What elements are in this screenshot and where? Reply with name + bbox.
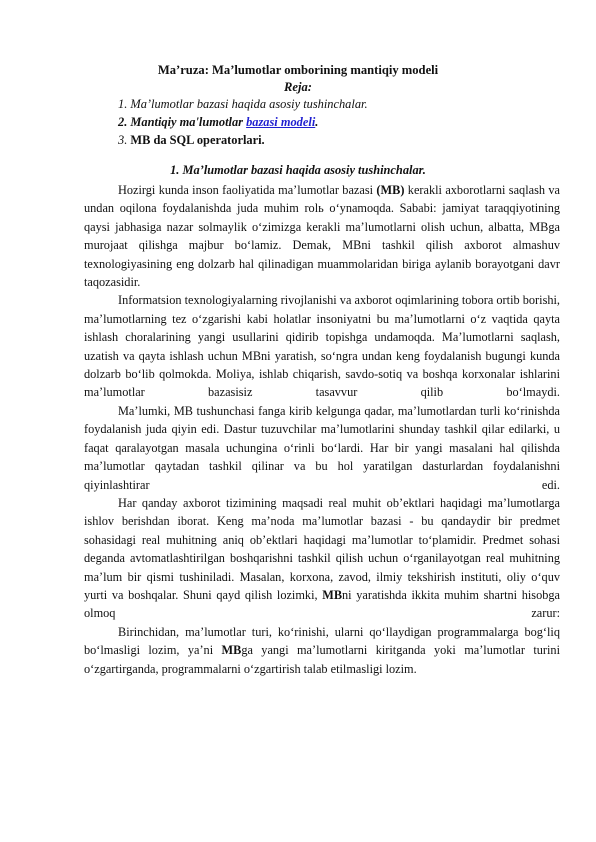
plan-item-number: 1. (118, 97, 128, 111)
section-title: 1. Ma’lumotlar bazasi haqida asosiy tushinchalar. (170, 163, 426, 177)
paragraph (84, 494, 560, 623)
abbreviation-bold: MB (322, 587, 343, 602)
plan-item-text: MB da SQL operatorlari. (130, 133, 265, 147)
paragraph (84, 181, 560, 291)
plan-heading: Reja: (284, 80, 312, 94)
paragraph-text: Hozirgi kunda inson faoliyatida ma’lumotlar bazasi (118, 183, 377, 197)
abbreviation-bold: MB (221, 643, 242, 658)
paragraph (84, 623, 560, 678)
plan-item-text: Ma’lumotlar bazasi haqida asosiy tushinchalar. (130, 97, 368, 111)
paragraph: Ma’lumki, MB tushunchasi fanga kirib kelgunga qadar, ma’lumotlardan turli ko‘rinishda foydalanish juda qiyin edi. Dastur tuzuvchilar ma’lumotlarini shunday tashkil qilar edilarki, u faqat qaralayotgan masala uchungina o‘rinli bo‘lardi. Har bir yangi masalani hal qilishda ma’lumotlar qaytadan tashkil qilinar va bu hol yaratilgan dasturlardan foydalanishni qiyinlashtirar edi. (84, 403, 560, 492)
plan-item-number: 2. (118, 115, 128, 129)
plan-item-text: Mantiqiy ma'lumotlar (130, 115, 247, 129)
plan-item (118, 131, 368, 149)
plan-item (118, 95, 368, 113)
abbreviation-bold: (MB) (376, 183, 405, 197)
body-text (84, 181, 560, 678)
paragraph: Informatsion texnologiyalarning rivojlanishi va axborot oqimlarining tobora ortib borishi, ma’lumotlarning tez o‘zgarishi kabi holatlar insoniyatni bu ma’lumotlarni o‘z vaqtida qayta ishlash choralarining yangi usullarini qidirib topishga undamoqda. Ma’lumotlarni saqlash, uzatish va qayta ishlash uchun MBni yaratish, so‘ngra undan keng foydalanish bugungi kunda dolzarb bo‘lib qolmokda. Moliya, ishlab chiqarish, savdo-sotiq va boshqa korxonalar ishlarini ma’lumotlar bazasisiz tasavvur qilib bo‘lmaydi. (84, 293, 560, 400)
paragraph-text: Har qanday axborot tizimining maqsadi real muhit ob’ektlari haqidagi ma’lumotlarga ishlov berishdan iborat. Keng ma’noda ma’lumotlar bazasi - bu qandaydir bir predmet sohasidagi real muhitning aniq ob’ektlari haqidagi ma’lumotlar to‘plamidir. Predmet sohasi deganda avtomatlashtirilgan boshqarishni tashkil qilish uchun o‘rganilayotgan real muhitning ma’lum bir qismi tushiniladi. Masalan, korxona, zavod, ilmiy tekshirish instituti, oliy o‘quv yurti va boshqalar. Shuni qayd qilish lozimki, (84, 495, 560, 602)
plan-item (118, 113, 368, 131)
paragraph-text: kerakli axborotlarni saqlash va undan oqilona foydalanishda juda muhim rolь o‘ynamoqda. Sababi: jamiyat taraqqiyotining qaysi jabhasiga nazar solmaylik o‘zimizga kerakli ma’lumotlarni olish uchun, albatta, MBga murojaat qilishga majbur bo‘lamiz. Demak, MBni tashkil qilish axborot almashuv texnologiyasining eng dolzarb hal qilinadigan muammolaridan biriga aylanib borayotgani davr taqozasidir. (84, 183, 560, 290)
paragraph-text: ni yaratishda ikkita muhim shartni hisobga olmoq zarur: (84, 587, 560, 621)
plan-list (118, 95, 368, 149)
plan-item-link[interactable]: bazasi modeli (246, 115, 316, 129)
paragraph-text: ga yangi ma’lumotlarni kiritganda yoki ma’lumotlar turini o‘zgartirganda, programmalarni o‘zgartirish talab etilmasligi lozim. (84, 643, 560, 676)
plan-item-number: 3. (118, 133, 128, 147)
paragraph-text: Birinchidan, ma’lumotlar turi, ko‘rinishi, ularni qo‘llaydigan programmalarga bog‘liq bo‘lmasligi lozim, ya’ni (84, 624, 560, 658)
plan-item-text-end: . (315, 115, 319, 129)
lecture-title: Ma’ruza: Ma’lumotlar omborining mantiqiy modeli (157, 63, 439, 77)
